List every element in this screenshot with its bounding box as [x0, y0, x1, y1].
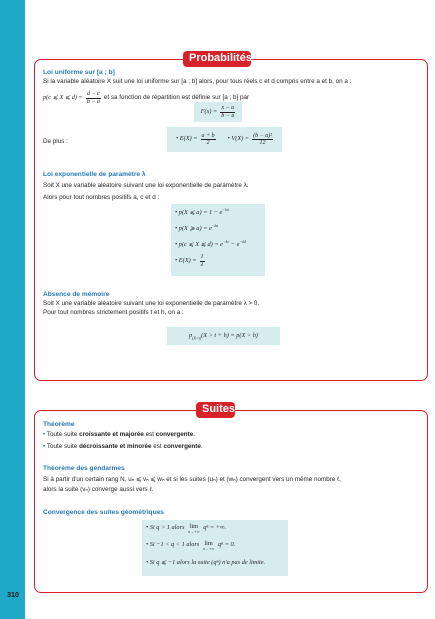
lim-text: lim — [204, 540, 213, 547]
expo-f4-numerator: 1 — [200, 254, 204, 261]
memoire-p: p — [189, 331, 193, 339]
gendarmes-line-1: Si à partir d'un certain rang N, uₙ ⩽ vₙ ⩽ wₙ et si les suites (uₙ) et (wₙ) convergent vers un même nombre ℓ, — [43, 476, 341, 483]
fraction-denominator: b − a — [86, 98, 100, 105]
formula-box-memoire — [167, 327, 280, 345]
E-denominator: 2 — [206, 140, 210, 146]
theoreme-bullet-1 — [43, 431, 195, 440]
V-formula — [228, 133, 273, 147]
b2-end: . — [200, 443, 203, 450]
heading-geometriques: Convergence des suites géométriques — [43, 509, 164, 516]
formula-box-geometriques — [142, 520, 288, 576]
geo-l2-post: qⁿ = 0. — [217, 541, 236, 548]
F-numerator: x − a — [221, 105, 235, 112]
formula-box-E-V — [167, 127, 282, 152]
fraction-numerator: d − c — [86, 91, 100, 98]
V-numerator: (b − a)² — [253, 132, 272, 139]
geo-line-1 — [146, 524, 226, 534]
heading-loi-exponentielle: Loi exponentielle de paramètre λ — [43, 171, 146, 178]
expo-f3-exponent-2: −λd — [239, 239, 246, 244]
expo-f4-left: • E(X) = — [175, 256, 197, 264]
geo-l2-pre: • Si −1 < q < 1 alors — [146, 541, 200, 548]
heading-absence-memoire: Absence de mémoire — [43, 291, 110, 298]
geo-line-2 — [146, 541, 235, 551]
heading-loi-uniforme: Loi uniforme sur [a ; b] — [43, 69, 115, 76]
V-denominator: 12 — [259, 140, 266, 146]
expo-f2-exponent: −λa — [211, 223, 219, 228]
b2-bold-2: convergente — [163, 443, 201, 450]
uniforme-text-2: et sa fonction de répartition est définie sur [a ; b] par — [103, 93, 250, 101]
b2-mid: est — [151, 443, 164, 450]
fraction — [86, 91, 101, 105]
expo-f4-denominator: λ — [200, 261, 204, 268]
de-plus-label: De plus : — [43, 138, 68, 145]
expo-formula-1 — [175, 207, 229, 218]
gendarmes-line-2: alors la suite (vₙ) converge aussi vers ℓ. — [43, 486, 154, 493]
geo-line-3: • Si q ⩽ −1 alors la suite (qⁿ) n'a pas de limite. — [146, 559, 266, 566]
E-formula — [176, 133, 216, 147]
expo-f1-exponent: −λa — [222, 207, 229, 212]
V-fraction — [252, 133, 273, 147]
expo-f2-text: • p(X ⩾ a) = e — [175, 225, 212, 233]
b2-bold: décroissante et minorée — [79, 443, 152, 450]
E-left: • E(X) = — [176, 135, 198, 143]
limit-operator — [203, 541, 215, 551]
expo-f4-fraction — [200, 254, 205, 268]
expo-formula-2 — [175, 223, 218, 234]
b2-pre: Toute suite — [46, 443, 80, 450]
expo-f1-text: • p(X ⩽ a) = 1 − e — [175, 209, 223, 217]
exponentielle-text-1: Soit X une variable aléatoire suivant une loi exponentielle de paramètre λ. — [43, 182, 249, 189]
b1-pre: Toute suite — [46, 431, 80, 438]
heading-gendarmes: Théorème des gendarmes — [43, 465, 125, 472]
expo-formula-4 — [175, 252, 205, 270]
expo-f3-text: • p(c ⩽ X ⩽ d) = e — [175, 241, 223, 249]
b1-bold-2: convergente — [155, 431, 194, 438]
memoire-text-1: Soit X une variable aléatoire suivant une loi exponentielle de paramètre λ > 0. — [43, 300, 260, 307]
bullet-dot: • — [43, 443, 46, 450]
exponentielle-text-2: Alors pour tout nombres positifs a, c et d : — [43, 194, 160, 201]
expo-formula-3 — [175, 239, 246, 250]
formula-box-exponentielle — [171, 204, 265, 276]
expo-f3-mid: − e — [229, 241, 240, 249]
geo-l1-pre: • Si q > 1 alors — [146, 524, 185, 531]
lim-subscript: n→+∞ — [202, 546, 215, 552]
memoire-rest: (X > t + h) = p(X > h) — [201, 331, 258, 339]
F-left: F(x) = — [200, 107, 218, 115]
E-numerator: a + b — [201, 132, 215, 139]
b1-mid: est — [143, 431, 156, 438]
geo-l1-post: qⁿ = +∞. — [203, 524, 227, 531]
heading-theoreme: Théorème — [43, 421, 75, 428]
memoire-subscript: (X>t) — [192, 334, 202, 340]
uniforme-text-1: Si la variable aléatoire X suit une loi uniforme sur [a ; b] alors, pour tous réels c et d compris entre a et b, on a : — [43, 78, 352, 85]
limit-operator — [188, 524, 200, 534]
bullet-dot: • — [43, 431, 46, 438]
V-left: • V(X) = — [227, 135, 250, 143]
memoire-text-2: Pour tout nombres strictement positifs t et h, on a : — [43, 309, 184, 316]
formula-left: p(c ⩽ X ⩽ d) = — [43, 93, 83, 101]
E-fraction — [201, 133, 216, 147]
F-denominator: b − a — [221, 112, 235, 119]
formula-box-F — [194, 102, 242, 122]
lim-text: lim — [189, 523, 199, 530]
page-number: 310 — [7, 592, 19, 599]
section-title-probabilites: Probabilités — [183, 51, 251, 67]
b1-bold: croissante et majorée — [79, 431, 144, 438]
side-color-band — [0, 0, 25, 619]
lim-subscript: n→+∞ — [188, 529, 200, 535]
b1-end: . — [193, 431, 195, 438]
section-title-suites: Suites — [196, 402, 235, 418]
F-fraction — [220, 105, 235, 119]
memoire-formula — [189, 332, 258, 341]
expo-f3-exponent: −λc — [222, 239, 230, 244]
theoreme-bullet-2 — [43, 443, 203, 452]
